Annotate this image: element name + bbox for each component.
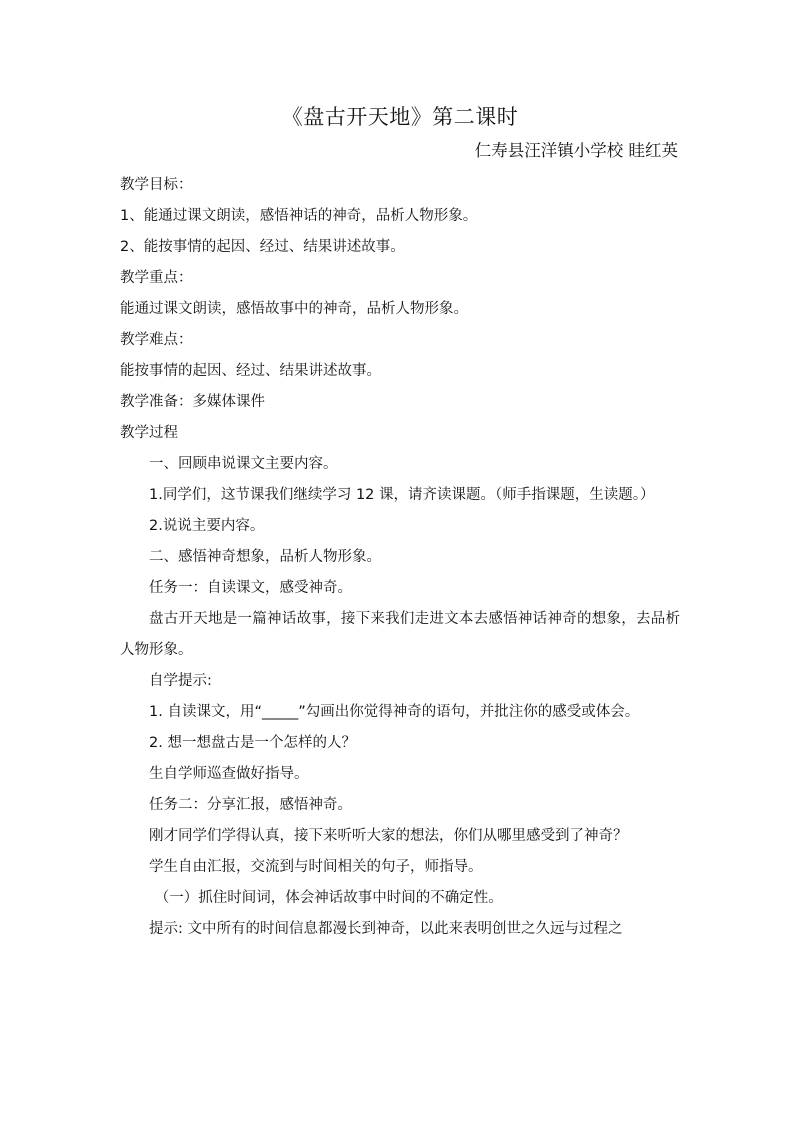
text-paragraph: 学生自由汇报，交流到与时间相关的句子，师指导。	[149, 859, 483, 875]
document-body	[120, 170, 680, 945]
text-paragraph: 能按事情的起因、经过、结果讲述故事。	[120, 363, 381, 379]
text-paragraph: 一、回顾串说课文主要内容。	[149, 456, 338, 472]
text-paragraph: 自学提示:	[149, 673, 212, 689]
text-paragraph: 提示: 文中所有的时间信息都漫长到神奇，以此来表明创世之久远与过程之	[149, 921, 623, 937]
text-paragraph: 教学过程	[120, 425, 178, 441]
text-paragraph: 2.说说主要内容。	[149, 518, 265, 534]
text-paragraph: 任务一：自读课文，感受神奇。	[149, 580, 352, 596]
text-paragraph: 2. 想一想盘古是一个怎样的人？	[149, 735, 356, 751]
text-paragraph: 教学目标：	[120, 177, 193, 193]
text-paragraph: 教学重点：	[120, 270, 193, 286]
text-paragraph: 二、感悟神奇想象，品析人物形象。	[149, 549, 381, 565]
text-paragraph: 教学准备：多媒体课件	[120, 394, 265, 410]
text-paragraph: 刚才同学们学得认真，接下来听听大家的想法，你们从哪里感受到了神奇？	[149, 828, 628, 844]
text-paragraph: 1、能通过课文朗读，感悟神话的神奇，品析人物形象。	[120, 208, 478, 224]
text-paragraph: （一）抓住时间词，体会神话故事中时间的不确定性。	[154, 890, 503, 906]
text-paragraph: 生自学师巡查做好指导。	[149, 766, 309, 782]
author-line: 仁寿县汪洋镇小学校 眭红英	[474, 141, 678, 160]
text-paragraph: 盘古开天地是一篇神话故事，接下来我们走进文本去感悟神话神奇的想象，去品析人物形象。	[120, 611, 680, 658]
document-page	[120, 100, 680, 945]
text-paragraph: 2、能按事情的起因、经过、结果讲述故事。	[120, 239, 405, 255]
text-paragraph: 任务二：分享汇报，感悟神奇。	[149, 797, 352, 813]
page-title: 《盘古开天地》第二课时	[281, 105, 519, 129]
text-paragraph: 能通过课文朗读，感悟故事中的神奇，品析人物形象。	[120, 301, 468, 317]
text-paragraph: 教学难点：	[120, 332, 193, 348]
text-paragraph: 1. 自读课文，用“_____”勾画出你觉得神奇的语句，并批注你的感受或体会。	[149, 704, 640, 720]
text-paragraph: 1.同学们，这节课我们继续学习 12 课，请齐读课题。（师手指课题，生读题。）	[149, 487, 655, 503]
